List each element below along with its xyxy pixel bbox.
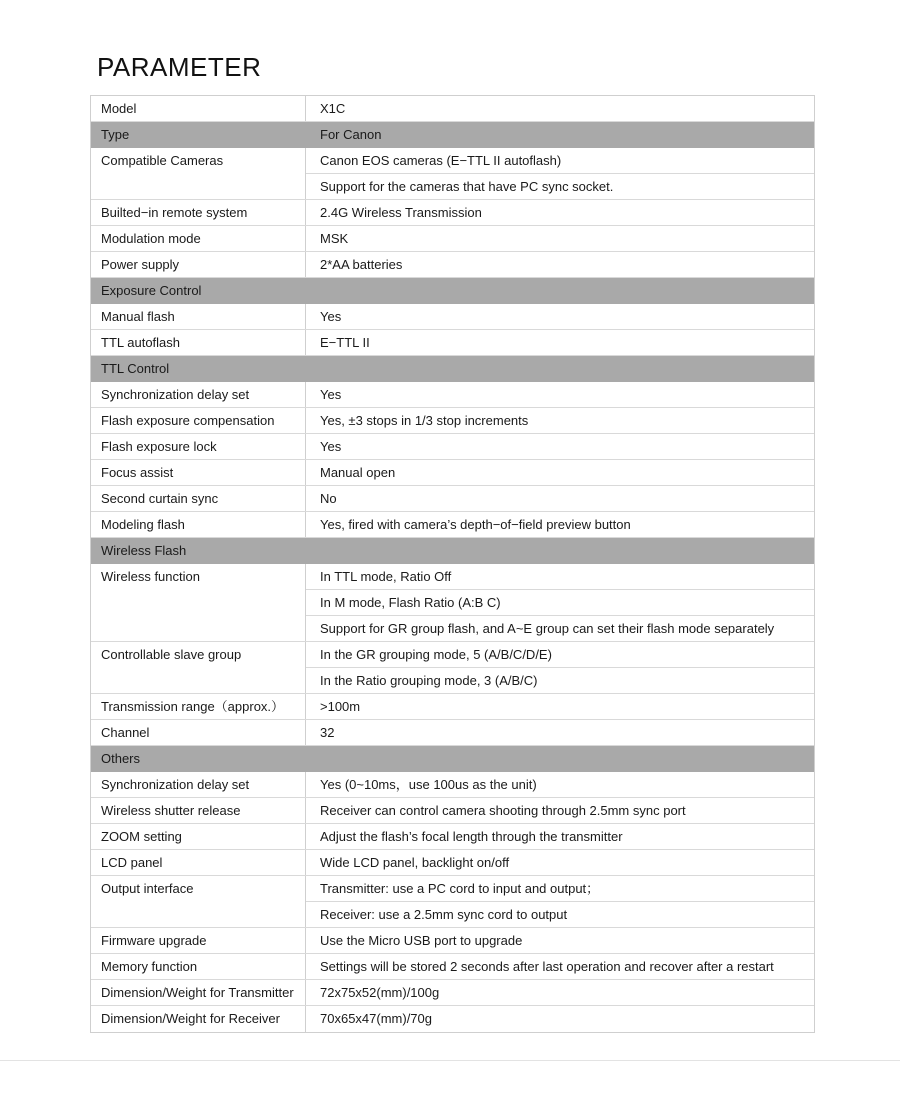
section-header-row [91,538,814,564]
param-value: Receiver: use a 2.5mm sync cord to output [320,907,568,922]
table-row [91,304,814,330]
table-row [91,1006,814,1032]
param-name: Modeling flash [91,512,306,537]
param-name: Second curtain sync [91,486,306,511]
param-name [91,590,306,616]
section-header-row [91,356,814,382]
param-value: In the GR grouping mode, 5 (A/B/C/D/E) [306,642,814,668]
param-name: TTL autoflash [91,330,306,355]
table-row [91,96,814,122]
param-name: Transmission range（approx.） [91,694,306,719]
param-value: 32 [320,725,335,740]
table-row [91,928,814,954]
param-value [306,278,814,303]
param-value: Yes, fired with camera’s depth−of−field preview button [320,517,631,532]
param-name: Dimension/Weight for Transmitter [91,980,306,1005]
param-value: Support for GR group flash, and A~E group can set their flash mode separately [320,621,775,636]
param-value: Support for the cameras that have PC sync socket. [320,179,614,194]
param-value [306,538,814,563]
table-row [91,460,814,486]
param-value: In TTL mode, Ratio Off [306,564,814,590]
table-row [91,616,814,642]
param-value: 2.4G Wireless Transmission [320,205,482,220]
param-name: Channel [91,720,306,745]
param-name [91,616,306,641]
param-name [91,174,306,199]
param-name [91,668,306,693]
param-value: Receiver can control camera shooting through 2.5mm sync port [320,803,686,818]
table-row [91,850,814,876]
table-row [91,954,814,980]
section-header-row [91,278,814,304]
param-value: 2*AA batteries [320,257,403,272]
table-row [91,694,814,720]
param-name: Modulation mode [91,226,306,251]
param-name: Synchronization delay set [91,382,306,407]
param-value: Yes [320,439,342,454]
param-value: Yes [320,387,342,402]
param-value: Use the Micro USB port to upgrade [320,933,523,948]
table-row [91,486,814,512]
table-row [91,824,814,850]
param-value: Settings will be stored 2 seconds after last operation and recover after a restart [320,959,774,974]
table-row [91,512,814,538]
table-row [91,668,814,694]
param-value: Manual open [320,465,396,480]
section-title: Type [91,122,306,147]
table-row [91,252,814,278]
param-value: 72x75x52(mm)/100g [320,985,440,1000]
page-title: PARAMETER [97,52,262,82]
section-title: Others [91,746,306,771]
table-row [91,408,814,434]
footer-divider [0,1060,900,1061]
table-row [91,174,814,200]
table-row [91,798,814,824]
table-row [91,720,814,746]
param-name: Builted−in remote system [91,200,306,225]
section-title: TTL Control [91,356,306,381]
param-name: Compatible Cameras [91,148,306,174]
param-name: Wireless shutter release [91,798,306,823]
param-name: Manual flash [91,304,306,329]
param-name: Flash exposure lock [91,434,306,459]
param-value: Canon EOS cameras (E−TTL II autoflash) [306,148,814,174]
table-row [91,200,814,226]
param-name: Model [91,96,306,121]
param-name: Synchronization delay set [91,772,306,797]
param-value: In M mode, Flash Ratio (A:B C) [306,590,814,616]
table-row [91,148,814,174]
param-value: MSK [320,231,349,246]
table-row [91,642,814,668]
param-value: Yes, ±3 stops in 1/3 stop increments [320,413,529,428]
table-row [91,382,814,408]
parameter-table [90,95,815,1033]
param-name: Firmware upgrade [91,928,306,953]
param-value: Yes (0~10ms，use 100us as the unit) [320,777,537,792]
section-header-row [91,122,814,148]
param-name: Flash exposure compensation [91,408,306,433]
param-value: >100m [320,699,361,714]
param-name: Power supply [91,252,306,277]
param-value: In the Ratio grouping mode, 3 (A/B/C) [320,673,538,688]
param-value: For Canon [320,127,382,142]
table-row [91,902,814,928]
table-row [91,590,814,616]
param-name [91,902,306,927]
param-name: Controllable slave group [91,642,306,668]
table-row [91,226,814,252]
table-row [91,876,814,902]
param-name: Focus assist [91,460,306,485]
param-value: 70x65x47(mm)/70g [320,1011,432,1026]
table-row [91,434,814,460]
param-name: Output interface [91,876,306,902]
param-value [306,746,814,771]
param-name: Memory function [91,954,306,979]
table-row [91,772,814,798]
param-value: X1C [320,101,346,116]
param-value [306,356,814,381]
section-header-row [91,746,814,772]
param-name: Dimension/Weight for Receiver [91,1006,306,1032]
table-row [91,564,814,590]
param-value: No [320,491,337,506]
param-value: Wide LCD panel, backlight on/off [320,855,510,870]
param-name: LCD panel [91,850,306,875]
param-value: Transmitter: use a PC cord to input and output； [306,876,814,902]
table-row [91,980,814,1006]
section-title: Exposure Control [91,278,306,303]
param-name: ZOOM setting [91,824,306,849]
param-name: Wireless function [91,564,306,590]
table-row [91,330,814,356]
param-value: Yes [320,309,342,324]
section-title: Wireless Flash [91,538,306,563]
param-value: E−TTL II [320,335,370,350]
param-value: Adjust the flash’s focal length through the transmitter [320,829,623,844]
